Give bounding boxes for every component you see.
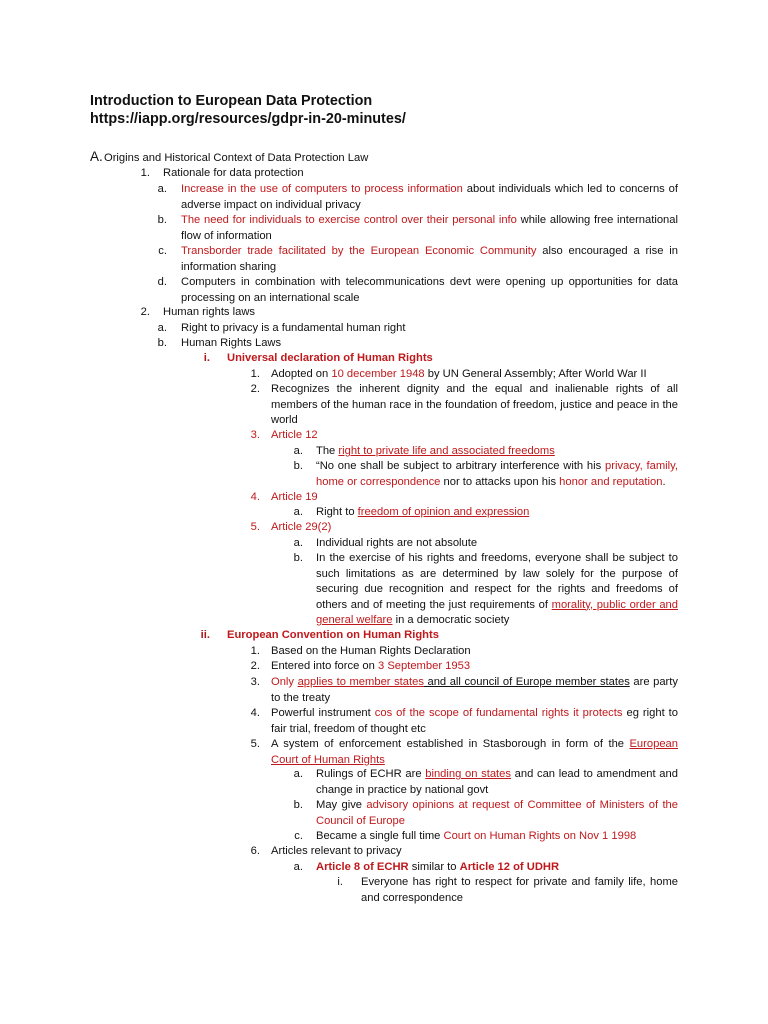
highlighted-text: Only bbox=[271, 676, 298, 688]
item-text: about individuals which led to concerns of adverse impact on individual privacy bbox=[181, 183, 678, 211]
list-marker: a. bbox=[157, 322, 167, 334]
list-item: Human Rights Laws bbox=[181, 337, 282, 349]
highlighted-text: advisory opinions at request of Committee of Ministers of the Council of Europe bbox=[316, 799, 679, 827]
highlighted-text: right to private life and associated freedoms bbox=[338, 445, 555, 457]
list-item-label: Article 29(2) bbox=[271, 521, 332, 533]
highlighted-text: applies to member states bbox=[297, 676, 424, 688]
list-item bbox=[271, 659, 470, 675]
item-text: similar to bbox=[408, 861, 460, 873]
roman-marker: i. bbox=[203, 352, 210, 364]
list-item-label: Articles relevant to privacy bbox=[271, 845, 402, 857]
highlighted-text: Court on Human Rights on Nov 1 1998 bbox=[443, 830, 637, 842]
list-marker: b. bbox=[157, 214, 167, 226]
list-item bbox=[271, 737, 678, 768]
highlighted-text: privacy, family, home or correspondence bbox=[316, 460, 678, 488]
highlighted-text: 3 September 1953 bbox=[377, 660, 471, 672]
subsection-heading: Universal declaration of Human Rights bbox=[227, 352, 433, 364]
list-marker: a. bbox=[293, 445, 303, 457]
underlined-text: and all council of Europe member states bbox=[423, 676, 630, 688]
section-title: Origins and Historical Context of Data Protection Law bbox=[104, 152, 369, 164]
highlighted-text: Transborder trade facilitated by the European Economic Community bbox=[181, 245, 537, 257]
highlighted-text: freedom of opinion and expression bbox=[357, 506, 530, 518]
list-item bbox=[271, 675, 678, 706]
highlighted-text: 10 december 1948 bbox=[331, 368, 425, 380]
item-text: “No one shall be subject to arbitrary interference with his bbox=[316, 460, 605, 472]
item-text: Rulings of ECHR are bbox=[316, 768, 426, 780]
list-marker: a. bbox=[293, 506, 303, 518]
item-text: by UN General Assembly; After World War II bbox=[424, 368, 647, 380]
item-text: Powerful instrument bbox=[271, 707, 375, 719]
list-marker: a. bbox=[293, 768, 303, 780]
item-text: In the exercise of his rights and freedoms, everyone shall be subject to such limitations as are determined by law solely for the purpose of securing due recognition and respect for the rights and freedoms of others and of meeting the just requirements of bbox=[316, 552, 678, 611]
highlighted-text: The need for individuals to exercise control over their personal info bbox=[181, 214, 517, 226]
list-marker: d. bbox=[157, 276, 167, 288]
list-item-label: Article 19 bbox=[271, 491, 318, 503]
list-item bbox=[316, 551, 678, 629]
roman-marker: i. bbox=[337, 876, 343, 888]
item-text: also encouraged a rise in information sharing bbox=[181, 245, 678, 273]
item-text: are party to the treaty bbox=[271, 676, 678, 704]
highlighted-text: Article 12 of UDHR bbox=[459, 861, 560, 873]
list-item: Recognizes the inherent dignity and the equal and inalienable rights of all members of the human race in the foundation of freedom, justice and peace in the world bbox=[271, 383, 678, 426]
list-marker: b. bbox=[293, 460, 303, 472]
highlighted-text: Article 8 of ECHR bbox=[316, 861, 409, 873]
subsection-heading: European Convention on Human Rights bbox=[227, 629, 439, 641]
item-text: Became a single full time bbox=[316, 830, 444, 842]
list-item bbox=[316, 505, 529, 521]
item-text: in a democratic society bbox=[392, 614, 510, 626]
highlighted-text: Increase in the use of computers to process information bbox=[181, 183, 463, 195]
item-text: . bbox=[662, 475, 666, 488]
list-item bbox=[271, 367, 647, 383]
list-item bbox=[181, 244, 678, 275]
section-marker: A. bbox=[90, 149, 103, 164]
list-item bbox=[316, 459, 678, 490]
source-url: https://iapp.org/resources/gdpr-in-20-minutes/ bbox=[90, 111, 406, 127]
roman-marker: ii. bbox=[200, 629, 210, 641]
list-item: Based on the Human Rights Declaration bbox=[271, 645, 471, 657]
list-item bbox=[316, 798, 678, 829]
list-marker: 2. bbox=[140, 306, 150, 318]
document-title: Introduction to European Data Protection bbox=[90, 93, 373, 109]
list-marker: c. bbox=[294, 830, 303, 842]
list-marker: a. bbox=[157, 183, 167, 195]
list-item bbox=[316, 444, 555, 460]
item-text: The bbox=[316, 445, 339, 457]
item-text: while allowing free international flow of information bbox=[181, 214, 678, 242]
list-marker: 3. bbox=[250, 676, 260, 688]
list-item: Right to privacy is a fundamental human right bbox=[181, 322, 406, 334]
item-text: and can lead to amendment and change in practice by national govt bbox=[316, 768, 678, 796]
list-item-label: Article 12 bbox=[271, 429, 318, 441]
item-text: Entered into force on bbox=[271, 660, 378, 672]
list-marker: 4. bbox=[250, 707, 260, 719]
highlighted-text: morality, public order and general welfare bbox=[316, 598, 679, 626]
item-text: nor to attacks upon his bbox=[440, 475, 560, 488]
item-text: A system of enforcement established in Stasborough in form of the bbox=[271, 738, 630, 750]
list-marker: b. bbox=[157, 337, 167, 349]
list-item bbox=[181, 182, 678, 213]
list-marker: 2. bbox=[250, 660, 260, 672]
list-marker: 1. bbox=[250, 368, 260, 380]
list-item: Individual rights are not absolute bbox=[316, 537, 478, 549]
list-marker: 3. bbox=[250, 429, 260, 441]
list-marker: 6. bbox=[250, 845, 260, 857]
highlighted-text: cos of the scope of fundamental rights it protects bbox=[374, 707, 623, 719]
list-item bbox=[271, 706, 678, 737]
list-item bbox=[181, 213, 678, 244]
list-marker: c. bbox=[158, 245, 167, 257]
item-text: Right to bbox=[316, 506, 358, 518]
highlighted-text: binding on states bbox=[425, 768, 511, 780]
list-marker: 1. bbox=[140, 167, 150, 179]
list-marker: 2. bbox=[250, 383, 260, 395]
item-text: May give bbox=[316, 799, 367, 811]
highlighted-text: European Court of Human Rights bbox=[271, 738, 678, 766]
list-marker: a. bbox=[293, 537, 303, 549]
list-marker: 5. bbox=[250, 738, 260, 750]
list-marker: 4. bbox=[250, 491, 260, 503]
list-marker: b. bbox=[293, 799, 303, 811]
list-item bbox=[316, 860, 559, 876]
list-marker: b. bbox=[293, 552, 303, 564]
highlighted-text: honor and reputation bbox=[559, 475, 663, 488]
list-marker: 5. bbox=[250, 521, 260, 533]
list-marker: 1. bbox=[250, 645, 260, 657]
item-text: Adopted on bbox=[271, 368, 332, 380]
list-item bbox=[316, 829, 636, 845]
list-item-label: Rationale for data protection bbox=[163, 167, 304, 179]
list-item: Everyone has right to respect for private and family life, home and correspondence bbox=[361, 876, 678, 904]
list-item: Computers in combination with telecommunications devt were opening up opportunities for data processing on an international scale bbox=[181, 276, 678, 304]
list-marker: a. bbox=[293, 861, 303, 873]
item-text: eg right to fair trial, freedom of thought etc bbox=[271, 707, 678, 735]
list-item-label: Human rights laws bbox=[163, 306, 256, 318]
list-item bbox=[316, 767, 678, 798]
